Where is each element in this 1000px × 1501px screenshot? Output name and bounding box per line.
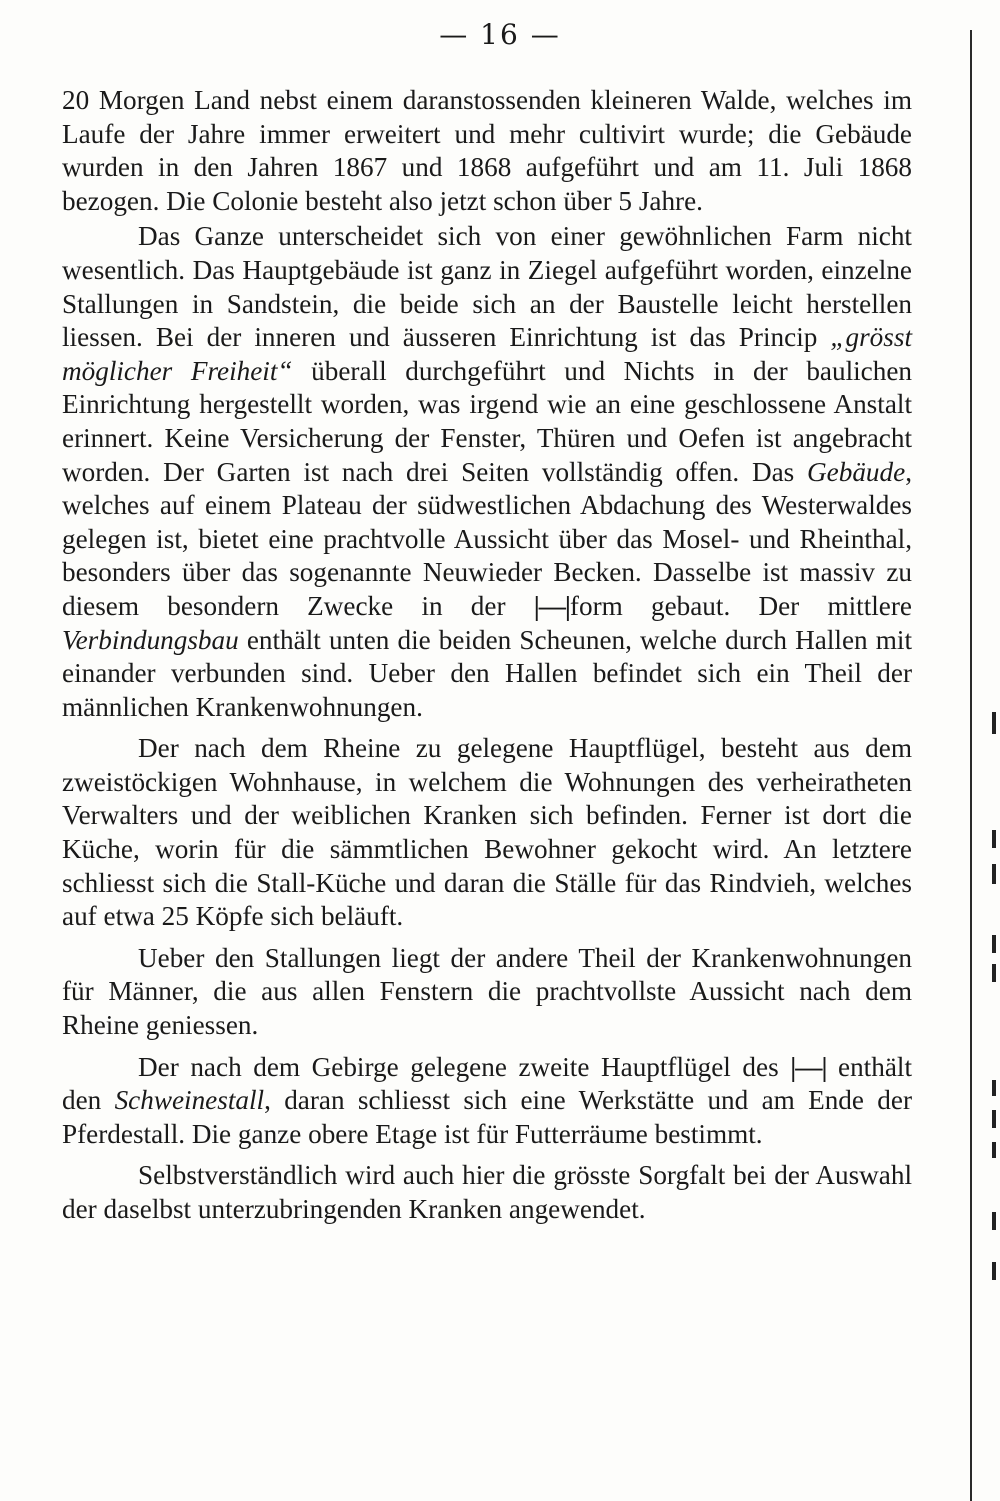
paragraph-2-text-e: enthält unten die beiden Scheunen, welche durch Hallen mit einander verbunden sind. Ueber den Hallen befindet sich ein Theil der männlichen Krankenwohnungen.	[62, 624, 912, 722]
building-shape-glyph-2: |—|	[790, 1051, 827, 1082]
paragraph-1-text: 20 Morgen Land nebst einem daranstossenden kleineren Walde, welches im Laufe der Jahre immer erweitert und mehr cultivirt wurde; die Gebäude wurden in den Jahren 1867 und 1868 aufgeführt und am 11. Juli 1868 bezogen. Die Colonie besteht also jetzt schon über 5 Jahre.	[62, 85, 912, 216]
paragraph-2-text-b: überall durchgeführt und Nichts in der baulichen Einrichtung hergestellt worden, was irgend wie an eine geschlossene Anstalt erinnert. Keine Versicherung der Fenster, Thüren und Oefen ist angebracht worden. Der Garten ist nach drei Seiten vollständig offen. Das	[62, 355, 913, 487]
paragraph-3-text: Der nach dem Rheine zu gelegene Hauptflügel, besteht aus dem zweistöckigen Wohnhause, in welchem die Wohnungen des verheiratheten Verwalters und der weiblichen Kranken sich befinden. Ferner ist dort die Küche, worin für die sämmtlichen Bewohner gekocht wird. An letztere schliesst sich die Stall-Küche und daran die Ställe für das Rindvieh, welches auf etwa 25 Köpfe sich beläuft.	[62, 733, 912, 932]
edge-fragment	[992, 1262, 996, 1280]
paragraph-4-text: Ueber den Stallungen liegt der andere Theil der Krankenwohnungen für Männer, die aus allen Fenstern die prachtvollste Aussicht nach dem Rheine geniessen.	[62, 942, 912, 1041]
verbindungsbau-term: Verbindungsbau	[62, 624, 239, 655]
paragraph-5	[62, 1051, 912, 1152]
paragraph-4	[62, 942, 912, 1043]
edge-fragment	[992, 1110, 996, 1128]
edge-fragment	[992, 935, 996, 953]
principle-quote: „grösst möglicher Freiheit“	[62, 322, 912, 386]
paragraph-2	[62, 220, 912, 724]
edge-fragment	[992, 1080, 996, 1096]
schweinestall-term: Schweinestall	[114, 1085, 265, 1116]
paragraph-5-text-c: , daran schliesst sich eine Werkstätte und am Ende der Pferdestall. Die ganze obere Etage ist für Futterräume bestimmt.	[62, 1085, 912, 1149]
paragraph-2-text-a: Das Ganze unterscheidet sich von einer gewöhnlichen Farm nicht wesentlich. Das Hauptgebäude ist ganz in Ziegel aufgeführt worden, einzelne Stallungen in Sandstein, die beide sich an der Baustelle leicht herstellen liessen. Bei der inneren und äusseren Einrichtung ist das Princip	[62, 221, 912, 353]
adjacent-page-fragments	[974, 0, 1000, 1501]
paragraph-5-text-b: enthält den	[62, 1051, 913, 1116]
edge-fragment	[992, 1212, 996, 1230]
paragraph-5-text-a: Der nach dem Gebirge gelegene zweite Hauptflügel des	[138, 1051, 791, 1082]
body-text	[62, 84, 912, 1227]
edge-fragment	[992, 864, 996, 884]
edge-fragment	[992, 830, 996, 848]
gebaeude-term: Gebäude	[807, 456, 906, 487]
page-number: — 16 —	[439, 18, 561, 51]
paragraph-3	[62, 732, 912, 934]
building-shape-glyph: |—|	[533, 590, 570, 621]
edge-fragment	[992, 712, 996, 734]
paragraph-6-text: Selbstverständlich wird auch hier die grösste Sorgfalt bei der Auswahl der daselbst unterzubringenden Kranken angewendet.	[62, 1160, 912, 1224]
edge-fragment	[992, 1142, 996, 1158]
paragraph-6	[62, 1159, 912, 1226]
right-page-edge-rule	[970, 30, 972, 1501]
paragraph-2-text-c: , welches auf einem Plateau der südwestlichen Abdachung des Westerwaldes gelegen ist, bietet eine prachtvolle Aussicht über das Mosel- und Rheinthal, besonders über das sogenannte Neuwieder Becken. Dasselbe ist massiv zu diesem besondern Zwecke in der	[62, 456, 912, 621]
paragraph-1	[62, 84, 912, 218]
paragraph-2-text-d: form gebaut. Der mittlere	[569, 590, 912, 621]
edge-fragment	[992, 964, 996, 982]
